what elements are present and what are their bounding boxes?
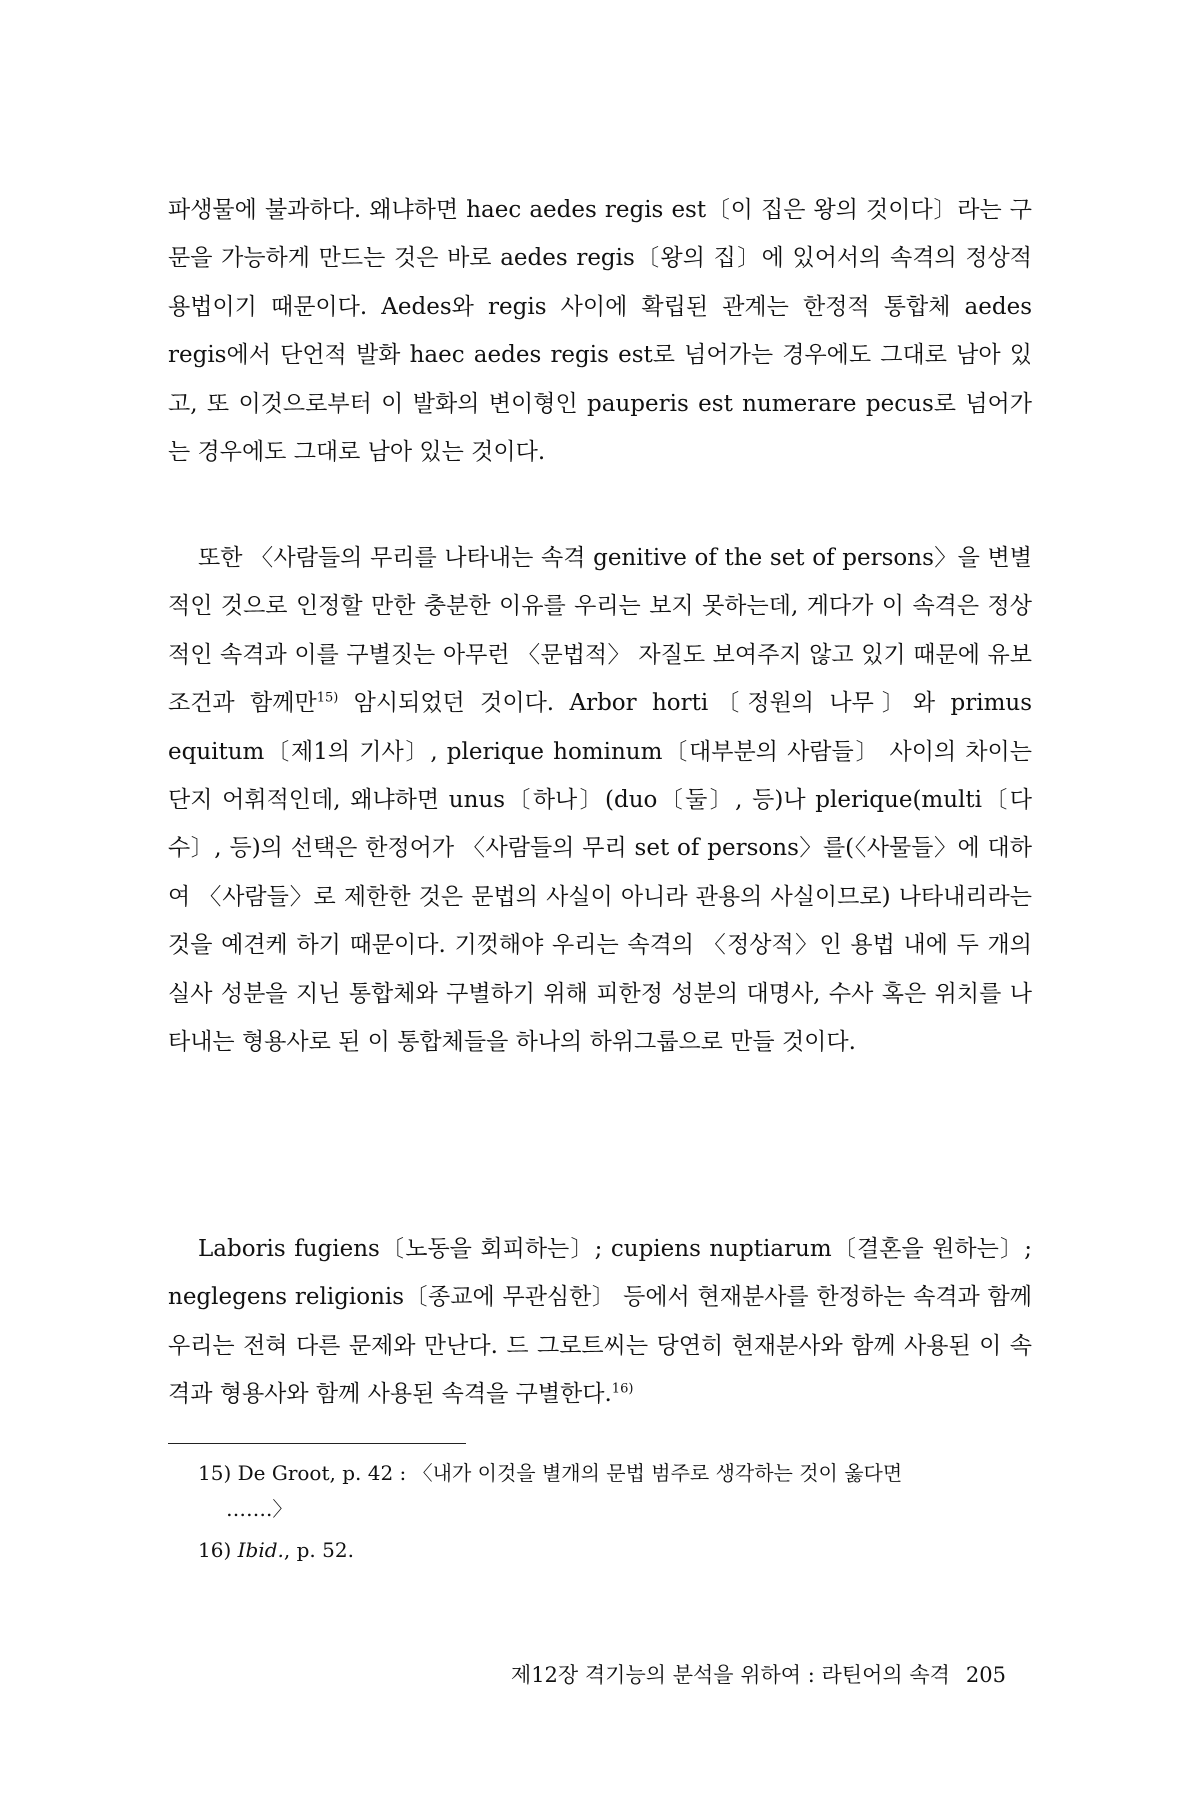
paragraph-segment: 암시되었던 것이다. Arbor horti〔정원의 나무〕와 primus equitum〔제1의 기사〕, plerique hominum〔대부분의 사람들〕 사이의 차이는 단지 어휘적인데, 왜냐하면 unus〔하나〕(duo〔둘〕, 등)나 plerique(multi〔다수〕, 등)의 선택은 한정어가 〈사람들의 무리 set of persons〉를(〈사물들〉에 대하여 〈사람들〉로 제한한 것은 문법의 사실이 아니라 관용의 사실이므로) 나타내리라는 것을 예견케 하기 때문이다. 기껏해야 우리는 속격의 〈정상적〉인 용법 내에 두 개의 실사 성분을 지닌 통합체와 구별하기 위해 피한정 성분의 대명사, 수사 혹은 위치를 나타내는 형용사로 된 이 통합체들을 하나의 하위그룹으로 만들 것이다. [168, 690, 1033, 1056]
page-number: 205 [965, 1663, 1006, 1687]
footnote-label: 15) [198, 1461, 232, 1485]
footnote-ibid: Ibid. [237, 1538, 284, 1562]
body-paragraph-3 [168, 1225, 1032, 1419]
footnote-line [198, 1455, 1032, 1491]
footnote-16 [198, 1532, 1032, 1568]
footnote-divider [168, 1443, 466, 1444]
paragraph-text [168, 534, 1032, 1066]
chapter-title: 제12장 격기능의 분석을 위하여 : 라틴어의 속격 [510, 1663, 950, 1687]
footnote-text: De Groot, p. 42 : 〈내가 이것을 별개의 문법 범주로 생각하는 것이 옳다면 [237, 1461, 903, 1485]
footnote-text: , p. 52. [283, 1538, 354, 1562]
paragraph-text [168, 1225, 1032, 1419]
running-footer [168, 1660, 1006, 1690]
footnote-continuation: …….〉 [226, 1497, 293, 1521]
footnote-ref-16: 16) [611, 1381, 634, 1397]
body-paragraph-1 [168, 186, 1032, 476]
footnote-ref-15: 15) [316, 690, 339, 706]
footnote-15 [198, 1455, 1032, 1527]
footnote-line [198, 1532, 1032, 1568]
paragraph-segment: 또한 〈사람들의 무리를 나타내는 속격 genitive of the set of persons〉을 변별적인 것으로 인정할 만한 충분한 이유를 우리는 보지 못하는데, 게다가 이 속격은 정상적인 속격과 이를 구별짓는 아무런 〈문법적〉 자질도 보여주지 않고 있기 때문에 유보조건과 함께만 [168, 545, 1032, 717]
paragraph-segment: Laboris fugiens〔노동을 회피하는〕; cupiens nuptiarum〔결혼을 원하는〕; neglegens religionis〔종교에 무관심한〕 등에서 현재분사를 한정하는 속격과 함께 우리는 전혀 다른 문제와 만난다. 드 그로트씨는 당연히 현재분사와 함께 사용된 이 속격과 형용사와 함께 사용된 속격을 구별한다. [168, 1236, 1032, 1408]
body-paragraph-2 [168, 534, 1032, 1066]
footnote-label: 16) [198, 1538, 232, 1562]
paragraph-text: 파생물에 불과하다. 왜냐하면 haec aedes regis est〔이 집은 왕의 것이다〕라는 구문을 가능하게 만드는 것은 바로 aedes regis〔왕의 집〕에 있어서의 속격의 정상적 용법이기 때문이다. Aedes와 regis 사이에 확립된 관계는 한정적 통합체 aedes regis에서 단언적 발화 haec aedes regis est로 넘어가는 경우에도 그대로 남아 있고, 또 이것으로부터 이 발화의 변이형인 pauperis est numerare pecus로 넘어가는 경우에도 그대로 남아 있는 것이다. [168, 197, 1032, 466]
